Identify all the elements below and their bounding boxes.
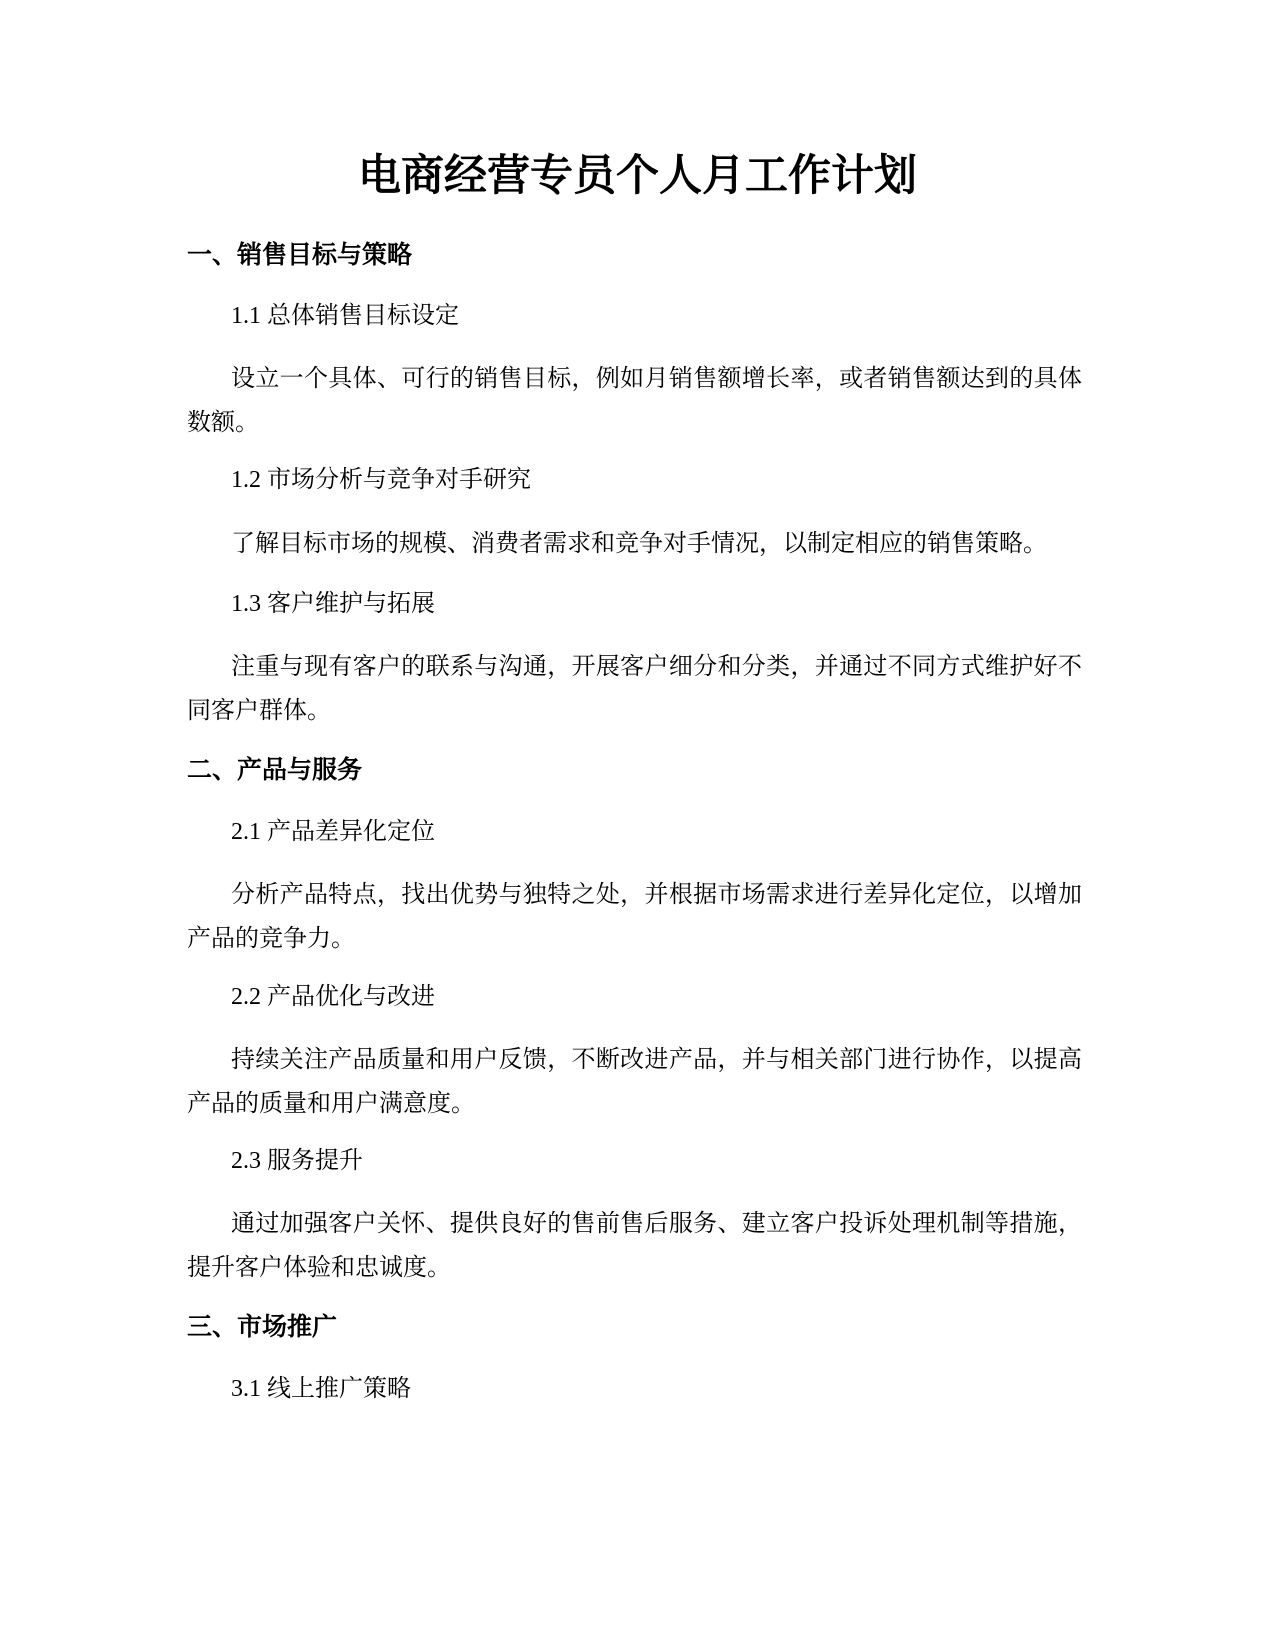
paragraph: 通过加强客户关怀、提供良好的售前售后服务、建立客户投诉处理机制等措施，提升客户体验和忠诚度。 [187,1211,1082,1281]
paragraph: 了解目标市场的规模、消费者需求和竞争对手情况，以制定相应的销售策略。 [231,531,1047,557]
section-heading: 一、销售目标与策略 [187,240,413,269]
subsection-title: 3.1 线上推广策略 [231,1376,411,1402]
paragraph: 分析产品特点，找出优势与独特之处，并根据市场需求进行差异化定位，以增加产品的竞争力。 [187,882,1082,952]
document-title: 电商经营专员个人月工作计划 [358,151,917,201]
subsection-title: 2.1 产品差异化定位 [231,819,435,845]
paragraph: 持续关注产品质量和用户反馈，不断改进产品，并与相关部门进行协作，以提高产品的质量和用户满意度。 [187,1047,1082,1117]
subsection-title: 2.3 服务提升 [231,1148,363,1174]
subsection-title: 1.3 客户维护与拓展 [231,591,435,617]
subsection-title: 1.2 市场分析与竞争对手研究 [231,467,531,493]
section-heading: 二、产品与服务 [187,755,363,784]
subsection-title: 2.2 产品优化与改进 [231,984,435,1010]
paragraph: 设立一个具体、可行的销售目标，例如月销售额增长率，或者销售额达到的具体数额。 [187,366,1082,436]
section-heading: 三、市场推广 [187,1312,338,1341]
subsection-title: 1.1 总体销售目标设定 [231,303,459,329]
paragraph: 注重与现有客户的联系与沟通，开展客户细分和分类，并通过不同方式维护好不同客户群体。 [187,654,1082,724]
